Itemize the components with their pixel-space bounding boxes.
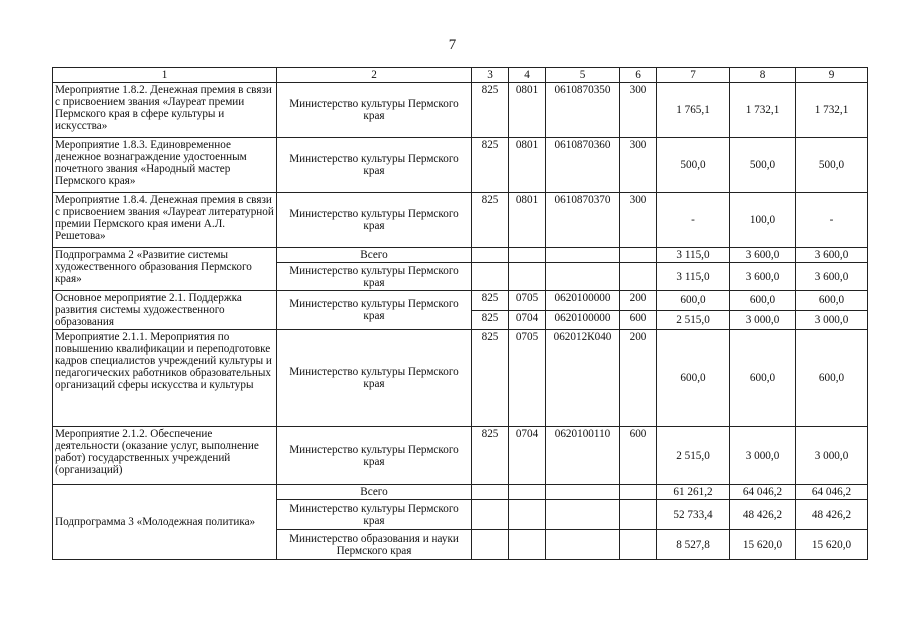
col-header-8: 8: [730, 68, 796, 83]
total-amount: 61 261,2: [657, 485, 730, 500]
code-cell: 0705: [509, 330, 546, 427]
code-cell: 0620100000: [546, 310, 620, 330]
code-cell: 200: [620, 330, 657, 427]
code-cell: 825: [472, 330, 509, 427]
amount-cell: 1 765,1: [657, 83, 730, 138]
amount-cell: 500,0: [657, 138, 730, 193]
table-row: [53, 485, 868, 500]
responsible-body: Министерство культуры Пермского края: [277, 427, 472, 485]
amount-cell: 600,0: [657, 330, 730, 427]
code-cell: 600: [620, 310, 657, 330]
amount-cell: 52 733,4: [657, 500, 730, 530]
code-cell: 600: [620, 427, 657, 485]
subprogram-name: Подпрограмма 3 «Молодежная политика»: [53, 485, 277, 560]
col-header-4: 4: [509, 68, 546, 83]
responsible-body: Министерство культуры Пермского края: [277, 291, 472, 330]
code-cell: 0801: [509, 193, 546, 248]
code-cell: 825: [472, 193, 509, 248]
code-cell: 0620100110: [546, 427, 620, 485]
amount-cell: 3 000,0: [730, 310, 796, 330]
subprogram-name: Подпрограмма 2 «Развитие системы художественного образования Пермского края»: [53, 248, 277, 291]
table-row: [53, 427, 868, 485]
budget-table: [52, 67, 868, 560]
col-header-3: 3: [472, 68, 509, 83]
table-row: [53, 83, 868, 138]
amount-cell: -: [796, 193, 868, 248]
code-cell: 0801: [509, 83, 546, 138]
amount-cell: 500,0: [730, 138, 796, 193]
activity-name: Мероприятие 1.8.2. Денежная премия в связи с присвоением звания «Лауреат премии Пермского края в сфере культуры и искусства»: [53, 83, 277, 138]
col-header-2: 2: [277, 68, 472, 83]
code-cell: 300: [620, 193, 657, 248]
code-cell: 200: [620, 291, 657, 311]
code-cell: 0610870360: [546, 138, 620, 193]
code-cell: 062012К040: [546, 330, 620, 427]
code-cell: 0705: [509, 291, 546, 311]
code-cell: 825: [472, 427, 509, 485]
code-cell: 0610870350: [546, 83, 620, 138]
table-row: [53, 248, 868, 263]
amount-cell: 2 515,0: [657, 310, 730, 330]
activity-name: Основное мероприятие 2.1. Поддержка развития системы художественного образования: [53, 291, 277, 330]
table-row: [53, 138, 868, 193]
col-header-9: 9: [796, 68, 868, 83]
activity-name: Мероприятие 1.8.3. Единовременное денежное вознаграждение удостоенным почетного звания «Народный мастер Пермского края»: [53, 138, 277, 193]
total-amount: 64 046,2: [730, 485, 796, 500]
table-row: [53, 291, 868, 311]
amount-cell: -: [657, 193, 730, 248]
total-amount: 3 115,0: [657, 248, 730, 263]
amount-cell: 48 426,2: [730, 500, 796, 530]
amount-cell: 48 426,2: [796, 500, 868, 530]
code-cell: 825: [472, 138, 509, 193]
amount-cell: 3 000,0: [796, 310, 868, 330]
responsible-body: Министерство культуры Пермского края: [277, 138, 472, 193]
responsible-body: Министерство культуры Пермского края: [277, 500, 472, 530]
total-label: Всего: [277, 485, 472, 500]
amount-cell: 1 732,1: [730, 83, 796, 138]
amount-cell: 15 620,0: [796, 530, 868, 560]
table-row: [53, 330, 868, 427]
amount-cell: 600,0: [730, 291, 796, 311]
activity-name: Мероприятие 2.1.1. Мероприятия по повышению квалификации и переподготовке кадров специалистов учреждений культуры и педагогических работников образовательных организаций сферы искусства и культуры: [53, 330, 277, 427]
total-amount: 64 046,2: [796, 485, 868, 500]
code-cell: 300: [620, 83, 657, 138]
amount-cell: 600,0: [796, 330, 868, 427]
col-header-1: 1: [53, 68, 277, 83]
amount-cell: 8 527,8: [657, 530, 730, 560]
code-cell: 0801: [509, 138, 546, 193]
responsible-body: Министерство культуры Пермского края: [277, 263, 472, 291]
activity-name: Мероприятие 1.8.4. Денежная премия в связи с присвоением звания «Лауреат литературной премии Пермского края имени А.Л. Решетова»: [53, 193, 277, 248]
responsible-body: Министерство культуры Пермского края: [277, 193, 472, 248]
code-cell: 825: [472, 291, 509, 311]
code-cell: 300: [620, 138, 657, 193]
code-cell: 0620100000: [546, 291, 620, 311]
table-row: [53, 193, 868, 248]
amount-cell: 2 515,0: [657, 427, 730, 485]
code-cell: 0704: [509, 310, 546, 330]
responsible-body: Министерство образования и науки Пермского края: [277, 530, 472, 560]
col-header-6: 6: [620, 68, 657, 83]
amount-cell: 15 620,0: [730, 530, 796, 560]
amount-cell: 500,0: [796, 138, 868, 193]
amount-cell: 3 115,0: [657, 263, 730, 291]
code-cell: 0610870370: [546, 193, 620, 248]
amount-cell: 600,0: [657, 291, 730, 311]
amount-cell: 3 600,0: [796, 263, 868, 291]
code-cell: 0704: [509, 427, 546, 485]
amount-cell: 600,0: [730, 330, 796, 427]
amount-cell: 100,0: [730, 193, 796, 248]
code-cell: 825: [472, 310, 509, 330]
amount-cell: 3 000,0: [796, 427, 868, 485]
activity-name: Мероприятие 2.1.2. Обеспечение деятельности (оказание услуг, выполнение работ) государственных учреждений (организаций): [53, 427, 277, 485]
col-header-7: 7: [657, 68, 730, 83]
col-header-5: 5: [546, 68, 620, 83]
amount-cell: 1 732,1: [796, 83, 868, 138]
amount-cell: 3 600,0: [730, 263, 796, 291]
amount-cell: 600,0: [796, 291, 868, 311]
header-row: [53, 68, 868, 83]
total-label: Всего: [277, 248, 472, 263]
total-amount: 3 600,0: [730, 248, 796, 263]
page-number: 7: [448, 37, 457, 53]
responsible-body: Министерство культуры Пермского края: [277, 83, 472, 138]
amount-cell: 3 000,0: [730, 427, 796, 485]
code-cell: 825: [472, 83, 509, 138]
responsible-body: Министерство культуры Пермского края: [277, 330, 472, 427]
total-amount: 3 600,0: [796, 248, 868, 263]
